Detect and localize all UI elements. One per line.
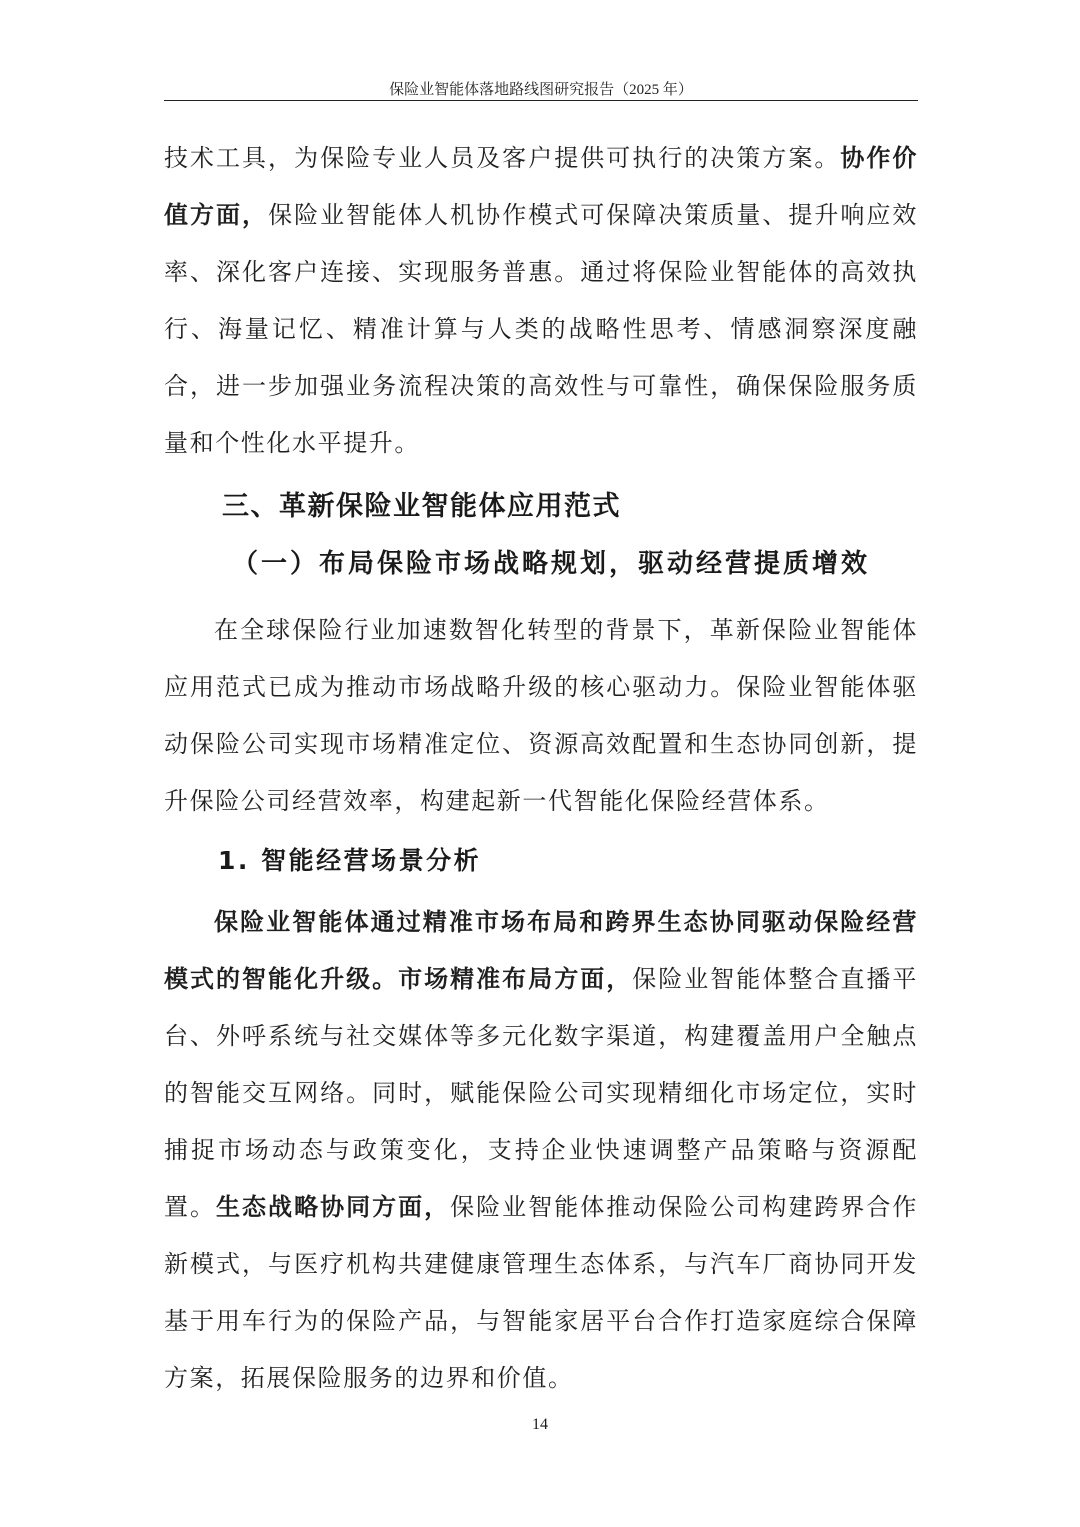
paragraph-text: 保险业智能体推动保险公司构建跨界合作新模式，与医疗机构共建健康管理生态体系，与汽车厂商协同开发基于用车行为的保险产品，与智能家居平台合作打造家庭综合保障方案，拓展保险服务的边界和价值。 (164, 1193, 918, 1392)
paragraph-intro: 在全球保险行业加速数智化转型的背景下，革新保险业智能体应用范式已成为推动市场战略升级的核心驱动力。保险业智能体驱动保险公司实现市场精准定位、资源高效配置和生态协同创新，提升保险公司经营效率，构建起新一代智能化保险经营体系。 (164, 616, 918, 815)
subsection-heading: （一）布局保险市场战略规划，驱动经营提质增效 (232, 549, 871, 579)
page-number: 14 (532, 1416, 548, 1433)
paragraph-text: 技术工具，为保险专业人员及客户提供可执行的决策方案。 (164, 144, 841, 172)
bold-lead-ecosystem: 生态战略协同方面， (216, 1193, 451, 1221)
bold-lead-market: 保险业智能体通过精准市场布局和跨界生态协同驱动保险经营模式的智能化升级。市场精准布局方面， (164, 908, 918, 993)
paragraph-collaboration-value (164, 130, 918, 472)
header-divider (164, 100, 918, 101)
running-header: 保险业智能体落地路线图研究报告（2025 年） (389, 82, 693, 98)
paragraph-scenario-analysis (164, 894, 918, 1407)
item-heading: 1. 智能经营场景分析 (218, 846, 482, 875)
paragraph-text: 保险业智能体人机协作模式可保障决策质量、提升响应效率、深化客户连接、实现服务普惠。通过将保险业智能体的高效执行、海量记忆、精准计算与人类的战略性思考、情感洞察深度融合，进一步加强业务流程决策的高效性与可靠性，确保保险服务质量和个性化水平提升。 (164, 201, 918, 457)
paragraph-text: 保险业智能体整合直播平台、外呼系统与社交媒体等多元化数字渠道，构建覆盖用户全触点的智能交互网络。同时，赋能保险公司实现精细化市场定位，实时捕捉市场动态与政策变化，支持企业快速调整产品策略与资源配置。 (164, 965, 918, 1221)
bold-lead-collaboration: 协作价值方面， (164, 144, 918, 229)
section-heading: 三、革新保险业智能体应用范式 (222, 491, 621, 522)
